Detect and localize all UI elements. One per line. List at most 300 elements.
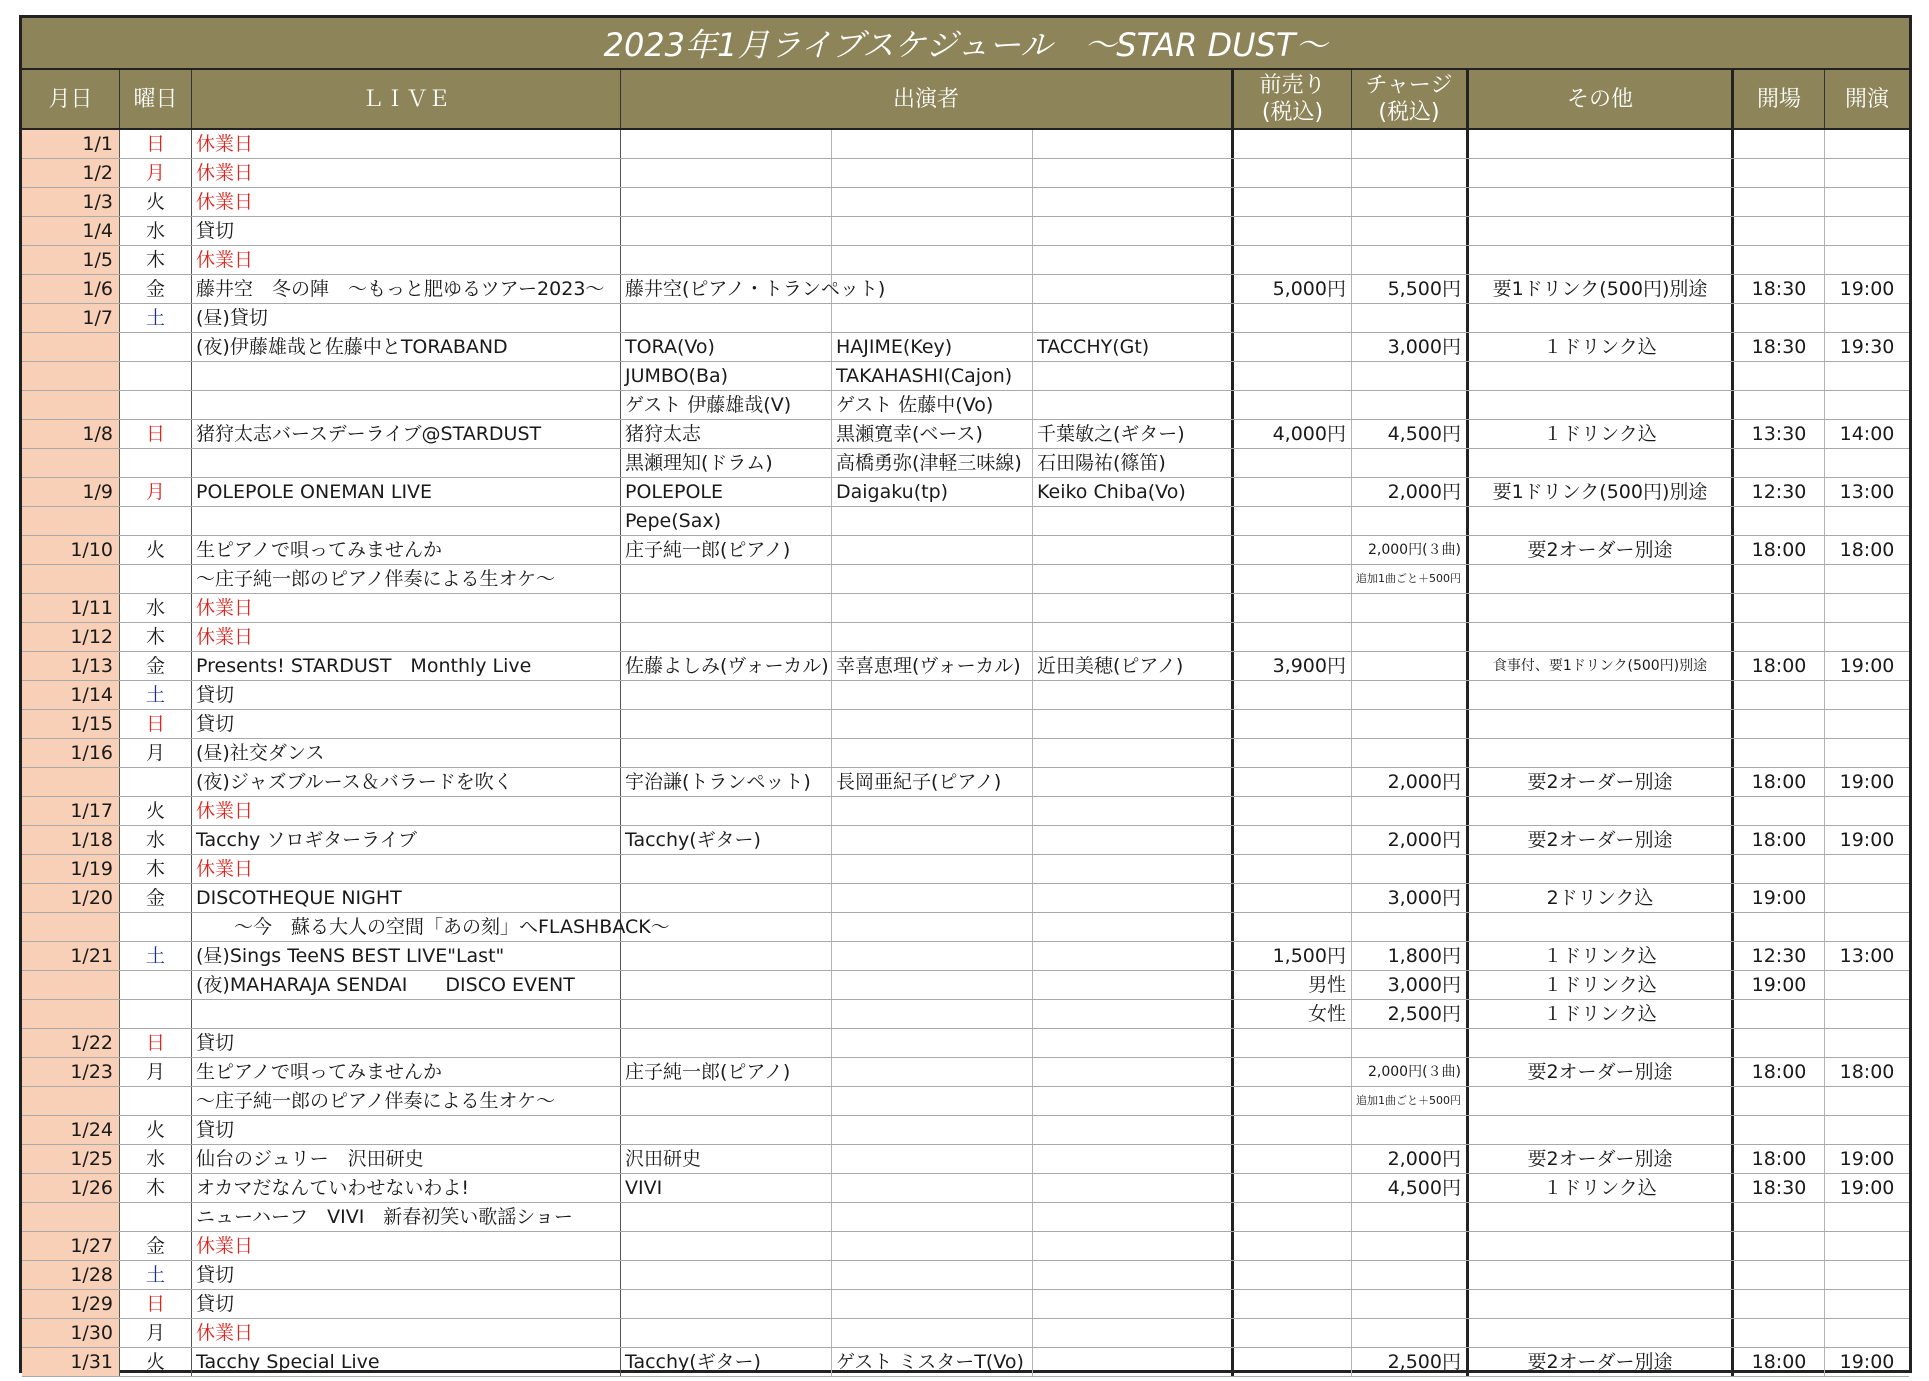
performer-cell bbox=[1033, 1029, 1234, 1057]
live-title-cell: 貸切 bbox=[192, 1116, 621, 1144]
performer-cell bbox=[832, 1029, 1033, 1057]
weekday-cell: 土 bbox=[120, 1261, 192, 1289]
start-time-cell bbox=[1825, 507, 1909, 535]
performer-cell bbox=[1033, 391, 1234, 419]
charge-cell bbox=[1352, 652, 1469, 680]
weekday-cell bbox=[120, 507, 192, 535]
advance-price-cell bbox=[1234, 1116, 1352, 1144]
start-time-cell bbox=[1825, 1232, 1909, 1260]
live-title-cell: Presents! STARDUST Monthly Live bbox=[192, 652, 621, 680]
performer-cell bbox=[832, 623, 1033, 651]
start-time-cell: 18:00 bbox=[1839, 1061, 1895, 1083]
start-time-cell: 19:00 bbox=[1839, 771, 1895, 793]
weekday-cell: 月 bbox=[120, 1058, 192, 1086]
charge-cell bbox=[1352, 304, 1469, 332]
open-time-cell bbox=[1734, 188, 1825, 216]
advance-price-cell bbox=[1234, 1290, 1352, 1318]
other-info-cell: 要2オーダー別途 bbox=[1469, 1058, 1734, 1086]
performer-cell bbox=[1033, 304, 1234, 332]
performer-cell bbox=[832, 1319, 1033, 1347]
other-info-cell bbox=[1469, 1232, 1734, 1260]
table-row bbox=[22, 159, 1909, 188]
table-row bbox=[22, 768, 1909, 797]
performer-cell bbox=[1033, 913, 1234, 941]
weekday-cell: 火 bbox=[120, 536, 192, 564]
open-time-cell: 18:00 bbox=[1734, 1058, 1825, 1086]
weekday-cell: 水 bbox=[120, 826, 192, 854]
date-cell: 1/29 bbox=[22, 1290, 120, 1318]
other-info-cell: 要2オーダー別途 bbox=[1469, 826, 1734, 854]
start-time-cell bbox=[1825, 681, 1909, 709]
table-row bbox=[22, 1087, 1909, 1116]
date-cell: 1/1 bbox=[22, 130, 120, 158]
performer-cell bbox=[1033, 1290, 1234, 1318]
open-time-cell bbox=[1734, 565, 1825, 593]
performer-cell bbox=[832, 594, 1033, 622]
advance-price-cell bbox=[1234, 188, 1352, 216]
charge-cell bbox=[1352, 1319, 1469, 1347]
charge-cell: 3,000円 bbox=[1352, 971, 1469, 999]
performer-cell: 幸喜恵理(ヴォーカル) bbox=[832, 652, 1033, 680]
open-time-cell bbox=[1734, 594, 1825, 622]
performer-cell bbox=[832, 797, 1033, 825]
performer-cell bbox=[1033, 681, 1234, 709]
performer-cell: 庄子純一郎(ピアノ) bbox=[621, 1058, 832, 1086]
start-time-cell: 19:00 bbox=[1839, 829, 1895, 851]
performer-cell: TAKAHASHI(Cajon) bbox=[832, 362, 1033, 390]
performer-cell bbox=[1033, 130, 1234, 158]
performer-cell bbox=[1033, 1116, 1234, 1144]
other-info-cell bbox=[1469, 246, 1734, 274]
table-row bbox=[22, 1290, 1909, 1319]
other-info-cell: 要2オーダー別途 bbox=[1469, 1145, 1734, 1173]
performer-cell: Tacchy(ギター) bbox=[621, 1348, 832, 1376]
other-info-cell: 要1ドリンク(500円)別途 bbox=[1469, 478, 1734, 506]
charge-cell: 2,500円 bbox=[1352, 1000, 1469, 1028]
performer-cell: TORA(Vo) bbox=[621, 333, 832, 361]
performer-cell bbox=[1033, 275, 1234, 303]
live-title-cell: 貸切 bbox=[192, 1261, 621, 1289]
advance-price-cell: 女性 bbox=[1234, 1000, 1352, 1028]
other-info-cell: 食事付、要1ドリンク(500円)別途 bbox=[1469, 652, 1734, 680]
performer-cell bbox=[1033, 536, 1234, 564]
header-open: 開場 bbox=[1734, 70, 1825, 128]
other-info-cell bbox=[1469, 681, 1734, 709]
performer-cell bbox=[1033, 1232, 1234, 1260]
performer-cell: VIVI bbox=[621, 1174, 832, 1202]
advance-price-cell bbox=[1234, 536, 1352, 564]
performer-cell: TACCHY(Gt) bbox=[1033, 333, 1234, 361]
performer-cell bbox=[1033, 797, 1234, 825]
weekday-cell: 日 bbox=[120, 420, 192, 448]
open-time-cell bbox=[1734, 913, 1825, 941]
table-row bbox=[22, 884, 1909, 913]
performer-cell bbox=[832, 275, 1033, 303]
date-cell: 1/20 bbox=[22, 884, 120, 912]
date-cell: 1/22 bbox=[22, 1029, 120, 1057]
table-row bbox=[22, 710, 1909, 739]
open-time-cell: 18:00 bbox=[1734, 768, 1825, 796]
start-time-cell bbox=[1825, 855, 1909, 883]
performer-cell bbox=[832, 1058, 1033, 1086]
performer-cell bbox=[1033, 1000, 1234, 1028]
live-title-cell bbox=[192, 362, 621, 390]
page-title: 2023年1月ライブスケジュール ～STAR DUST～ bbox=[22, 18, 1909, 70]
open-time-cell bbox=[1734, 1319, 1825, 1347]
charge-cell bbox=[1352, 391, 1469, 419]
live-title-cell: 貸切 bbox=[192, 1029, 621, 1057]
advance-price-cell bbox=[1234, 768, 1352, 796]
performer-cell bbox=[1033, 942, 1234, 970]
table-row bbox=[22, 1058, 1909, 1087]
date-cell: 1/21 bbox=[22, 942, 120, 970]
advance-price-cell bbox=[1234, 1319, 1352, 1347]
start-time-cell bbox=[1825, 1087, 1909, 1115]
charge-cell bbox=[1352, 1232, 1469, 1260]
other-info-cell bbox=[1469, 1290, 1734, 1318]
performer-cell bbox=[621, 1087, 832, 1115]
performer-cell bbox=[832, 971, 1033, 999]
performer-cell: 高橋勇弥(津軽三味線) bbox=[832, 449, 1033, 477]
start-time-cell bbox=[1825, 1000, 1909, 1028]
performer-cell: ゲスト ミスターT(Vo) bbox=[832, 1348, 1033, 1376]
schedule-sheet bbox=[19, 15, 1912, 1373]
date-cell bbox=[22, 1000, 120, 1028]
other-info-cell: １ドリンク込 bbox=[1469, 420, 1734, 448]
start-time-cell bbox=[1825, 1203, 1909, 1231]
charge-cell bbox=[1352, 449, 1469, 477]
performer-cell: 近田美穂(ピアノ) bbox=[1033, 652, 1234, 680]
live-title-cell: 貸切 bbox=[192, 710, 621, 738]
performer-cell bbox=[1033, 188, 1234, 216]
charge-cell: 3,000円 bbox=[1352, 884, 1469, 912]
live-title-cell: (夜)ジャズブルース＆バラードを吹く bbox=[192, 768, 621, 796]
live-title-cell: Tacchy ソロギターライブ bbox=[192, 826, 621, 854]
charge-cell bbox=[1352, 913, 1469, 941]
date-cell bbox=[22, 1087, 120, 1115]
performer-cell bbox=[621, 1000, 832, 1028]
table-row bbox=[22, 1145, 1909, 1174]
start-time-cell bbox=[1825, 1116, 1909, 1144]
open-time-cell bbox=[1734, 739, 1825, 767]
other-info-cell bbox=[1469, 1116, 1734, 1144]
performer-cell: ゲスト 伊藤雄哉(V) bbox=[621, 391, 832, 419]
charge-cell bbox=[1352, 1116, 1469, 1144]
charge-cell bbox=[1352, 507, 1469, 535]
open-time-cell bbox=[1734, 1087, 1825, 1115]
other-info-cell bbox=[1469, 130, 1734, 158]
performer-cell bbox=[621, 681, 832, 709]
header-dow: 曜日 bbox=[120, 70, 192, 128]
performer-cell bbox=[832, 942, 1033, 970]
advance-price-cell bbox=[1234, 1145, 1352, 1173]
date-cell bbox=[22, 565, 120, 593]
live-title-cell: 休業日 bbox=[192, 246, 621, 274]
other-info-cell: 要1ドリンク(500円)別途 bbox=[1469, 275, 1734, 303]
open-time-cell bbox=[1734, 797, 1825, 825]
table-row bbox=[22, 188, 1909, 217]
performer-cell bbox=[1033, 1174, 1234, 1202]
header-advance: 前売り (税込) bbox=[1234, 70, 1352, 128]
performer-cell bbox=[1033, 768, 1234, 796]
performer-cell bbox=[1033, 1203, 1234, 1231]
header-live: ＬＩＶＥ bbox=[192, 70, 621, 128]
performer-cell bbox=[621, 130, 832, 158]
live-title-cell: 生ピアノで唄ってみませんか bbox=[192, 536, 621, 564]
start-time-cell bbox=[1825, 797, 1909, 825]
open-time-cell bbox=[1734, 1261, 1825, 1289]
advance-price-cell bbox=[1234, 565, 1352, 593]
start-time-cell bbox=[1825, 1261, 1909, 1289]
weekday-cell bbox=[120, 333, 192, 361]
performer-cell bbox=[621, 1290, 832, 1318]
date-cell: 1/11 bbox=[22, 594, 120, 622]
start-time-cell: 19:00 bbox=[1839, 1177, 1895, 1199]
live-title-cell: 休業日 bbox=[192, 159, 621, 187]
live-title-cell: DISCOTHEQUE NIGHT bbox=[192, 884, 621, 912]
weekday-cell bbox=[120, 1000, 192, 1028]
advance-price-cell: 4,000円 bbox=[1234, 420, 1352, 448]
performer-cell: 沢田研史 bbox=[621, 1145, 832, 1173]
performer-cell: Daigaku(tp) bbox=[832, 478, 1033, 506]
other-info-cell: １ドリンク込 bbox=[1469, 333, 1734, 361]
live-title-cell: 休業日 bbox=[192, 188, 621, 216]
weekday-cell: 土 bbox=[120, 304, 192, 332]
charge-cell bbox=[1352, 1261, 1469, 1289]
date-cell: 1/19 bbox=[22, 855, 120, 883]
table-row bbox=[22, 1232, 1909, 1261]
other-info-cell bbox=[1469, 362, 1734, 390]
header-date: 月日 bbox=[22, 70, 120, 128]
performer-cell bbox=[621, 565, 832, 593]
start-time-cell bbox=[1825, 217, 1909, 245]
start-time-cell bbox=[1825, 304, 1909, 332]
other-info-cell bbox=[1469, 1261, 1734, 1289]
date-cell: 1/12 bbox=[22, 623, 120, 651]
advance-price-cell bbox=[1234, 449, 1352, 477]
open-time-cell bbox=[1734, 304, 1825, 332]
performer-cell bbox=[1033, 246, 1234, 274]
performer-cell: 石田陽祐(篠笛) bbox=[1033, 449, 1234, 477]
advance-price-cell bbox=[1234, 130, 1352, 158]
start-time-cell bbox=[1825, 913, 1909, 941]
performer-cell bbox=[1033, 507, 1234, 535]
weekday-cell bbox=[120, 913, 192, 941]
performer-cell: ゲスト 佐藤中(Vo) bbox=[832, 391, 1033, 419]
performer-cell bbox=[621, 594, 832, 622]
other-info-cell bbox=[1469, 449, 1734, 477]
date-cell: 1/23 bbox=[22, 1058, 120, 1086]
charge-cell bbox=[1352, 623, 1469, 651]
date-cell: 1/10 bbox=[22, 536, 120, 564]
live-title-cell: 仙台のジュリー 沢田研史 bbox=[192, 1145, 621, 1173]
charge-cell bbox=[1352, 710, 1469, 738]
date-cell: 1/18 bbox=[22, 826, 120, 854]
table-row bbox=[22, 333, 1909, 362]
performer-cell bbox=[621, 159, 832, 187]
performer-cell bbox=[1033, 1261, 1234, 1289]
performer-cell bbox=[832, 884, 1033, 912]
date-cell: 1/7 bbox=[22, 304, 120, 332]
performer-cell bbox=[621, 855, 832, 883]
open-time-cell: 19:00 bbox=[1734, 971, 1825, 999]
other-info-cell: 要2オーダー別途 bbox=[1469, 536, 1734, 564]
performer-cell bbox=[832, 565, 1033, 593]
live-title-cell: 休業日 bbox=[192, 1319, 621, 1347]
weekday-cell: 月 bbox=[120, 1319, 192, 1347]
open-time-cell bbox=[1734, 681, 1825, 709]
charge-cell bbox=[1352, 246, 1469, 274]
open-time-cell bbox=[1734, 1203, 1825, 1231]
performer-cell bbox=[1033, 710, 1234, 738]
start-time-cell bbox=[1825, 594, 1909, 622]
table-row bbox=[22, 1116, 1909, 1145]
charge-cell bbox=[1352, 1029, 1469, 1057]
performer-cell bbox=[1033, 1348, 1234, 1376]
date-cell: 1/30 bbox=[22, 1319, 120, 1347]
performer-cell bbox=[1033, 971, 1234, 999]
weekday-cell bbox=[120, 565, 192, 593]
table-row bbox=[22, 275, 1909, 304]
table-row bbox=[22, 130, 1909, 159]
date-cell bbox=[22, 768, 120, 796]
open-time-cell bbox=[1734, 710, 1825, 738]
date-cell: 1/28 bbox=[22, 1261, 120, 1289]
table-row bbox=[22, 536, 1909, 565]
other-info-cell bbox=[1469, 1319, 1734, 1347]
charge-cell: 2,000円 bbox=[1352, 1145, 1469, 1173]
other-info-cell: １ドリンク込 bbox=[1469, 971, 1734, 999]
advance-price-cell bbox=[1234, 246, 1352, 274]
open-time-cell bbox=[1734, 449, 1825, 477]
date-cell: 1/27 bbox=[22, 1232, 120, 1260]
performer-cell bbox=[1033, 217, 1234, 245]
charge-cell bbox=[1352, 188, 1469, 216]
performer-cell: Keiko Chiba(Vo) bbox=[1033, 478, 1234, 506]
open-time-cell bbox=[1734, 391, 1825, 419]
other-info-cell bbox=[1469, 507, 1734, 535]
live-title-cell: 貸切 bbox=[192, 217, 621, 245]
performer-cell bbox=[621, 710, 832, 738]
charge-cell bbox=[1352, 1290, 1469, 1318]
weekday-cell bbox=[120, 768, 192, 796]
performer-cell bbox=[621, 971, 832, 999]
weekday-cell: 土 bbox=[120, 942, 192, 970]
performer-cell bbox=[621, 913, 832, 941]
date-cell bbox=[22, 449, 120, 477]
live-title-cell: 休業日 bbox=[192, 623, 621, 651]
live-title-cell: 貸切 bbox=[192, 1290, 621, 1318]
start-time-cell: 13:00 bbox=[1839, 481, 1895, 503]
start-time-cell: 14:00 bbox=[1839, 423, 1895, 445]
table-row bbox=[22, 478, 1909, 507]
date-cell bbox=[22, 913, 120, 941]
performer-cell bbox=[621, 188, 832, 216]
table-row bbox=[22, 594, 1909, 623]
live-title-cell: (昼)Sings TeeNS BEST LIVE"Last" bbox=[192, 942, 621, 970]
advance-price-cell bbox=[1234, 304, 1352, 332]
open-time-cell: 19:00 bbox=[1734, 884, 1825, 912]
open-time-cell: 18:30 bbox=[1734, 275, 1825, 303]
date-cell: 1/6 bbox=[22, 275, 120, 303]
table-row bbox=[22, 652, 1909, 681]
date-cell bbox=[22, 391, 120, 419]
advance-price-cell: 男性 bbox=[1234, 971, 1352, 999]
performer-cell: 猪狩太志 bbox=[621, 420, 832, 448]
performer-cell: JUMBO(Ba) bbox=[621, 362, 832, 390]
start-time-cell: 19:00 bbox=[1839, 1351, 1895, 1373]
open-time-cell bbox=[1734, 623, 1825, 651]
performer-cell bbox=[1033, 623, 1234, 651]
open-time-cell: 18:30 bbox=[1734, 333, 1825, 361]
live-title-cell: 貸切 bbox=[192, 681, 621, 709]
performer-cell bbox=[621, 623, 832, 651]
advance-price-cell bbox=[1234, 623, 1352, 651]
start-time-cell bbox=[1825, 130, 1909, 158]
advance-price-cell bbox=[1234, 710, 1352, 738]
advance-price-cell bbox=[1234, 333, 1352, 361]
performer-cell: Pepe(Sax) bbox=[621, 507, 832, 535]
other-info-cell: １ドリンク込 bbox=[1469, 942, 1734, 970]
date-cell: 1/3 bbox=[22, 188, 120, 216]
charge-cell: 2,000円 bbox=[1352, 826, 1469, 854]
start-time-cell: 19:00 bbox=[1839, 278, 1895, 300]
table-row bbox=[22, 1029, 1909, 1058]
header-charge: チャージ (税込) bbox=[1352, 70, 1469, 128]
performer-cell: 黒瀬寛幸(ベース) bbox=[832, 420, 1033, 448]
start-time-cell: 18:00 bbox=[1839, 539, 1895, 561]
performer-cell bbox=[832, 1087, 1033, 1115]
open-time-cell bbox=[1734, 1029, 1825, 1057]
live-title-cell: ～今 蘇る大人の空間「あの刻」へFLASHBACK～ bbox=[192, 913, 621, 941]
performer-cell: 佐藤よしみ(ヴォーカル) bbox=[621, 652, 832, 680]
performer-cell bbox=[832, 1290, 1033, 1318]
performer-cell bbox=[832, 1116, 1033, 1144]
performer-cell bbox=[1033, 1058, 1234, 1086]
charge-cell bbox=[1352, 1203, 1469, 1231]
performer-cell: POLEPOLE bbox=[621, 478, 832, 506]
advance-price-cell bbox=[1234, 681, 1352, 709]
weekday-cell: 月 bbox=[120, 478, 192, 506]
charge-cell: 4,500円 bbox=[1352, 420, 1469, 448]
table-row bbox=[22, 797, 1909, 826]
performer-cell bbox=[832, 130, 1033, 158]
performer-cell bbox=[832, 1145, 1033, 1173]
performer-cell bbox=[832, 507, 1033, 535]
charge-cell bbox=[1352, 217, 1469, 245]
charge-cell bbox=[1352, 797, 1469, 825]
advance-price-cell bbox=[1234, 884, 1352, 912]
performer-cell: 千葉敏之(ギター) bbox=[1033, 420, 1234, 448]
weekday-cell: 火 bbox=[120, 1348, 192, 1376]
live-title-cell: 猪狩太志バースデーライブ@STARDUST bbox=[192, 420, 621, 448]
open-time-cell: 18:00 bbox=[1734, 1348, 1825, 1376]
table-row bbox=[22, 420, 1909, 449]
performer-cell bbox=[1033, 1319, 1234, 1347]
other-info-cell bbox=[1469, 739, 1734, 767]
open-time-cell bbox=[1734, 159, 1825, 187]
table-row bbox=[22, 855, 1909, 884]
weekday-cell: 水 bbox=[120, 217, 192, 245]
table-row bbox=[22, 826, 1909, 855]
live-title-cell: 生ピアノで唄ってみませんか bbox=[192, 1058, 621, 1086]
other-info-cell bbox=[1469, 1203, 1734, 1231]
performer-cell bbox=[832, 536, 1033, 564]
advance-price-cell bbox=[1234, 1232, 1352, 1260]
performer-cell: Tacchy(ギター) bbox=[621, 826, 832, 854]
table-row bbox=[22, 623, 1909, 652]
performer-cell bbox=[1033, 826, 1234, 854]
